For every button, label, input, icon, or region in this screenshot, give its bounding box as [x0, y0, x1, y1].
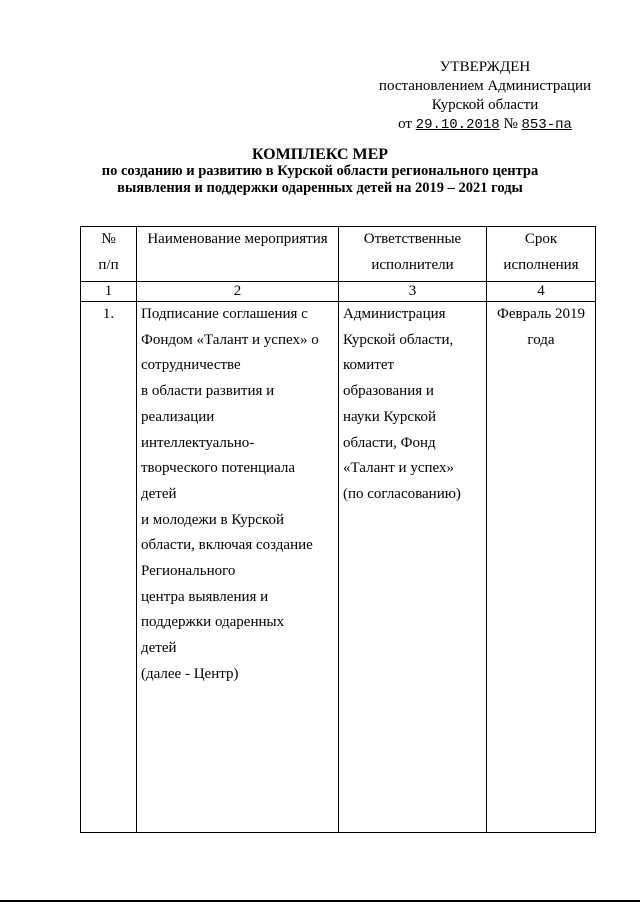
row-number: 1. [81, 302, 137, 833]
approval-line-2: Курской области [431, 97, 539, 113]
measure-name-line: центра выявления и [141, 588, 269, 605]
header-name: Наименование мероприятия [137, 227, 339, 282]
measure-name-line: интеллектуально- [141, 434, 255, 451]
approval-block [370, 58, 600, 135]
date-prefix: от [398, 116, 412, 132]
executor-line: образования и [343, 383, 434, 400]
title-line-3: выявления и поддержки одаренных детей на 2019 – 2021 годы [117, 180, 523, 196]
executors-cell [339, 302, 487, 833]
number-prefix: № [503, 116, 518, 132]
title-main: КОМПЛЕКС МЕР [251, 146, 389, 163]
column-number: 2 [137, 282, 339, 302]
approval-date-line [370, 115, 600, 135]
executor-line: науки Курской [343, 408, 437, 425]
measure-name-line: сотрудничестве [141, 357, 241, 374]
term-cell [487, 302, 596, 833]
executor-line: комитет [343, 357, 395, 374]
measure-name-line: в области развития и [141, 383, 275, 400]
table-header-row [81, 227, 596, 282]
executor-line: Администрация [343, 306, 446, 322]
measure-name-line: Фондом «Талант и успех» о [141, 331, 319, 348]
document-title [80, 146, 560, 197]
measure-name-line: и молодежи в Курской [141, 511, 284, 528]
measure-name-line: Подписание соглашения с [141, 306, 308, 322]
executor-line: (по согласованию) [343, 485, 461, 502]
approval-date: 29.10.2018 [415, 117, 500, 133]
executor-line: «Талант и успех» [343, 460, 454, 477]
term-line: Февраль 2019 [497, 306, 585, 322]
column-number-row [81, 282, 596, 302]
executor-line: области, Фонд [343, 434, 436, 451]
measure-name-line: детей [141, 640, 177, 657]
measure-name-line: (далее - Центр) [141, 665, 239, 682]
term-line: года [527, 331, 555, 348]
column-number: 1 [81, 282, 137, 302]
approval-line-1: постановлением Администрации [378, 78, 592, 94]
measure-name-cell [137, 302, 339, 833]
page-bottom-rule [0, 900, 640, 902]
measure-name-line: реализации [141, 408, 215, 425]
measure-name-line: Регионального [141, 563, 236, 580]
header-executors: Ответственные исполнители [339, 227, 487, 282]
table-row [81, 302, 596, 833]
measure-name-line: области, включая создание [141, 537, 313, 554]
header-term: Срок исполнения [487, 227, 596, 282]
column-number: 4 [487, 282, 596, 302]
executor-line: Курской области, [343, 331, 454, 348]
measure-name-line: детей [141, 485, 177, 502]
approval-number: 853-па [521, 117, 572, 133]
header-number: № п/п [81, 227, 137, 282]
title-line-2: по созданию и развитию в Курской области регионального центра [101, 163, 539, 179]
measures-table [80, 226, 596, 833]
column-number: 3 [339, 282, 487, 302]
measure-name-line: поддержки одаренных [141, 614, 285, 631]
measure-name-line: творческого потенциала [141, 460, 296, 477]
approval-heading: УТВЕРЖДЕН [439, 59, 531, 75]
